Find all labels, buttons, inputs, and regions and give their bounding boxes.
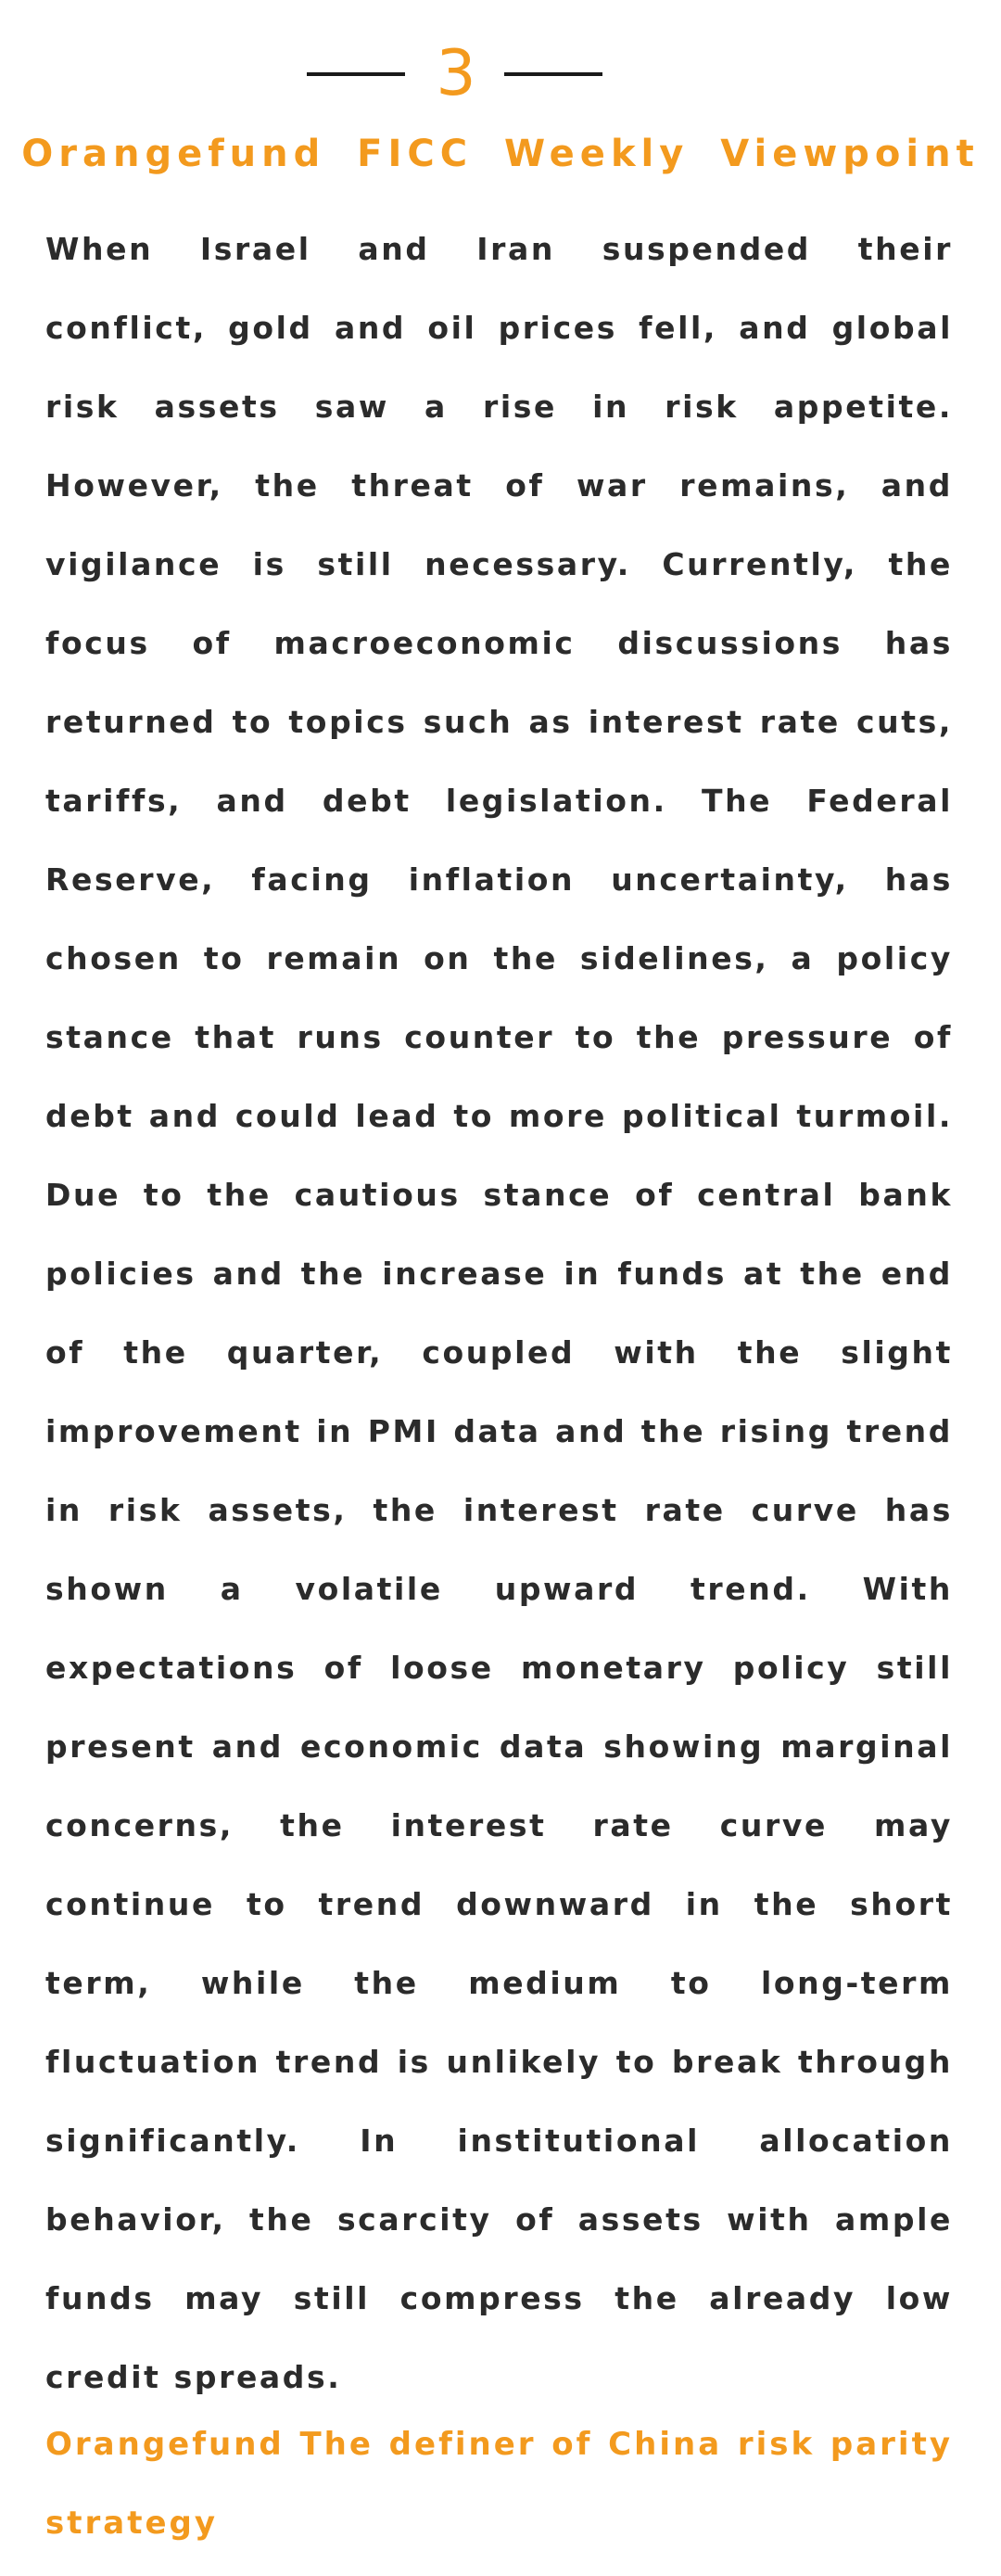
footer-tagline: Orangefund The definer of China risk parity strategy bbox=[45, 2426, 953, 2542]
section-header bbox=[0, 37, 1001, 111]
right-divider-line bbox=[504, 72, 602, 76]
left-divider-line bbox=[307, 72, 405, 76]
body-paragraph: When Israel and Iran suspended their conflict, gold and oil prices fell, and global risk assets saw a rise in risk appetite. However, the threat of war remains, and vigilance is still necessary. Currently, the focus of macroeconomic discussions has returned to topics such as interest rate cuts, tariffs, and debt legislation. The Federal Reserve, facing inflation uncertainty, has chosen to remain on the sidelines, a policy stance that runs counter to the pressure of debt and could lead to more political turmoil. Due to the cautious stance of central bank policies and the increase in funds at the end of the quarter, coupled with the slight improvement in PMI data and the rising trend in risk assets, the interest rate curve has shown a volatile upward trend. With expectations of loose monetary policy still present and economic data showing marginal concerns, the interest rate curve may continue to trend downward in the short term, while the medium to long-term fluctuation trend is unlikely to break through significantly. In institutional allocation behavior, the scarcity of assets with ample funds may still compress the already low credit spreads. bbox=[45, 231, 953, 2395]
section-number: 3 bbox=[436, 37, 476, 110]
section-title: Orangefund FICC Weekly Viewpoint bbox=[21, 133, 980, 175]
